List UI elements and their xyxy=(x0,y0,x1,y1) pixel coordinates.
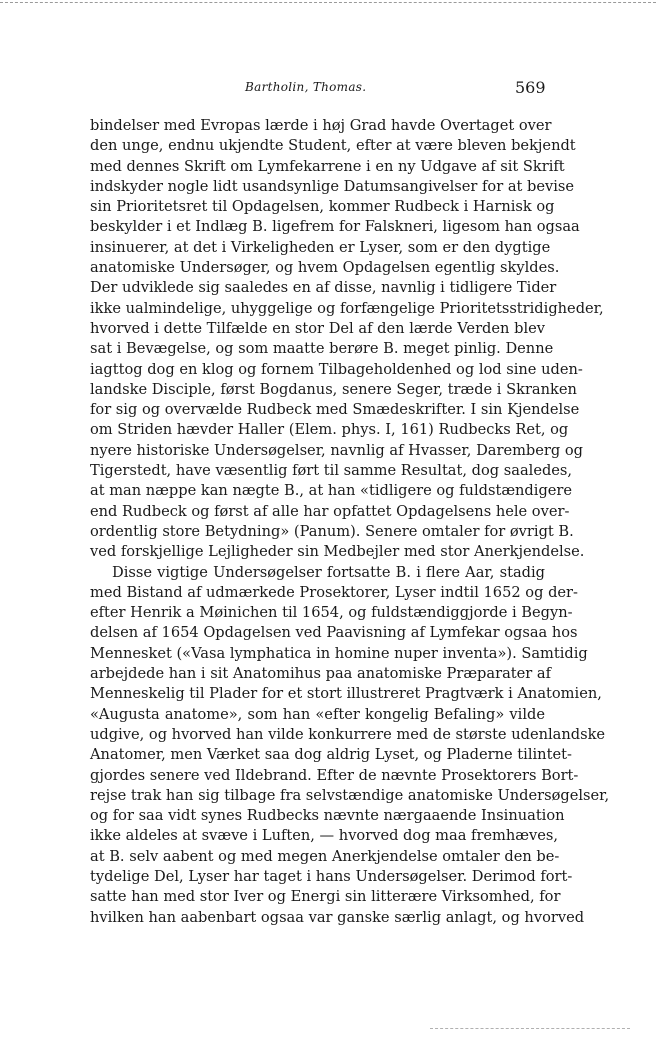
text-line: hvilken han aabenbart ogsaa var ganske særlig anlagt, og hvorved xyxy=(90,908,585,926)
text-line: nyere historiske Undersøgelser, navnlig af Hvasser, Daremberg og xyxy=(90,441,583,459)
page-number: 569 xyxy=(515,78,546,97)
text-line: hvorved i dette Tilfælde en stor Del af den lærde Verden blev xyxy=(90,319,545,337)
scan-edge-top xyxy=(0,2,656,3)
text-line: Menneskelig til Plader for et stort illustreret Pragtværk i Anatomien, xyxy=(90,685,602,703)
text-line: sat i Bevægelse, og som maatte berøre B. meget pinlig. Denne xyxy=(90,340,554,358)
text-line: ordentlig store Betydning» (Panum). Senere omtaler for øvrigt B. xyxy=(90,522,574,540)
text-line: Mennesket («Vasa lymphatica in homine nuper inventa»). Samtidig xyxy=(90,644,588,662)
text-line: arbejdede han i sit Anatomihus paa anatomiske Præparater af xyxy=(90,665,552,683)
text-line: tydelige Del, Lyser har taget i hans Undersøgelser. Derimod fort- xyxy=(90,867,573,885)
text-line: Tigerstedt, have væsentlig ført til samme Resultat, dog saaledes, xyxy=(90,462,573,480)
text-line: beskylder i et Indlæg B. ligefrem for Falskneri, ligesom han ogsaa xyxy=(90,218,580,236)
scan-edge-bottom xyxy=(430,1028,630,1029)
text-line: iagttog dog en klog og fornem Tilbageholdenhed og lod sine uden- xyxy=(90,360,583,378)
text-line: ikke ualmindelige, uhyggelige og forfængelige Prioritetsstridigheder, xyxy=(90,299,604,317)
running-head xyxy=(0,80,656,100)
text-line: delsen af 1654 Opdagelsen ved Paavisning af Lymfekar ogsaa hos xyxy=(90,624,578,642)
text-line: udgive, og hvorved han vilde konkurrere med de største udenlandske xyxy=(90,725,606,743)
text-line: satte han med stor Iver og Energi sin litterære Virksomhed, for xyxy=(90,888,561,906)
text-line: efter Henrik a Møinichen til 1654, og fuldstændiggjorde i Begyn- xyxy=(90,604,573,622)
text-line: indskyder nogle lidt usandsynlige Datumsangivelser for at bevise xyxy=(90,177,575,195)
text-line: end Rudbeck og først af alle har opfattet Opdagelsens hele over- xyxy=(90,502,570,520)
text-line: insinuerer, at det i Virkeligheden er Lyser, som er den dygtige xyxy=(90,238,551,256)
text-line: gjordes senere ved Ildebrand. Efter de nævnte Prosektorers Bort- xyxy=(90,766,579,784)
body-text xyxy=(90,116,610,928)
text-line: med Bistand af udmærkede Prosektorer, Lyser indtil 1652 og der- xyxy=(90,583,578,601)
text-line: Der udviklede sig saaledes en af disse, navnlig i tidligere Tider xyxy=(90,279,557,297)
running-title: Bartholin, Thomas. xyxy=(245,80,367,94)
text-line: den unge, endnu ukjendte Student, efter at være bleven bekjendt xyxy=(90,137,576,155)
text-line: at man næppe kan nægte B., at han «tidligere og fuldstændigere xyxy=(90,482,573,500)
text-line-paragraph-start: Disse vigtige Undersøgelser fortsatte B. i flere Aar, stadig xyxy=(112,563,545,581)
text-line: for sig og overvælde Rudbeck med Smædeskrifter. I sin Kjendelse xyxy=(90,401,580,419)
text-line: ikke aldeles at svæve i Luften, — hvorved dog maa fremhæves, xyxy=(90,827,559,845)
text-line: om Striden hævder Haller (Elem. phys. I, 161) Rudbecks Ret, og xyxy=(90,421,569,439)
text-line: med dennes Skrift om Lymfekarrene i en ny Udgave af sit Skrift xyxy=(90,157,565,175)
text-line: anatomiske Undersøger, og hvem Opdagelsen egentlig skyldes. xyxy=(90,259,560,277)
text-line: landske Disciple, først Bogdanus, senere Seger, træde i Skranken xyxy=(90,380,577,398)
text-line: at B. selv aabent og med megen Anerkjendelse omtaler den be- xyxy=(90,847,560,865)
text-line: rejse trak han sig tilbage fra selvstændige anatomiske Undersøgelser, xyxy=(90,786,610,804)
text-line-paragraph-end: ved forskjellige Lejligheder sin Medbejler med stor Anerkjendelse. xyxy=(90,543,585,561)
text-line: sin Prioritetsret til Opdagelsen, kommer Rudbeck i Harnisk og xyxy=(90,198,555,216)
text-line: og for saa vidt synes Rudbecks nævnte nærgaaende Insinuation xyxy=(90,807,565,825)
text-line: bindelser med Evropas lærde i høj Grad havde Overtaget over xyxy=(90,117,552,134)
text-line: «Augusta anatome», som han «efter kongelig Befaling» vilde xyxy=(90,705,545,723)
text-line: Anatomer, men Værket saa dog aldrig Lyset, og Pladerne tilintet- xyxy=(90,746,572,764)
